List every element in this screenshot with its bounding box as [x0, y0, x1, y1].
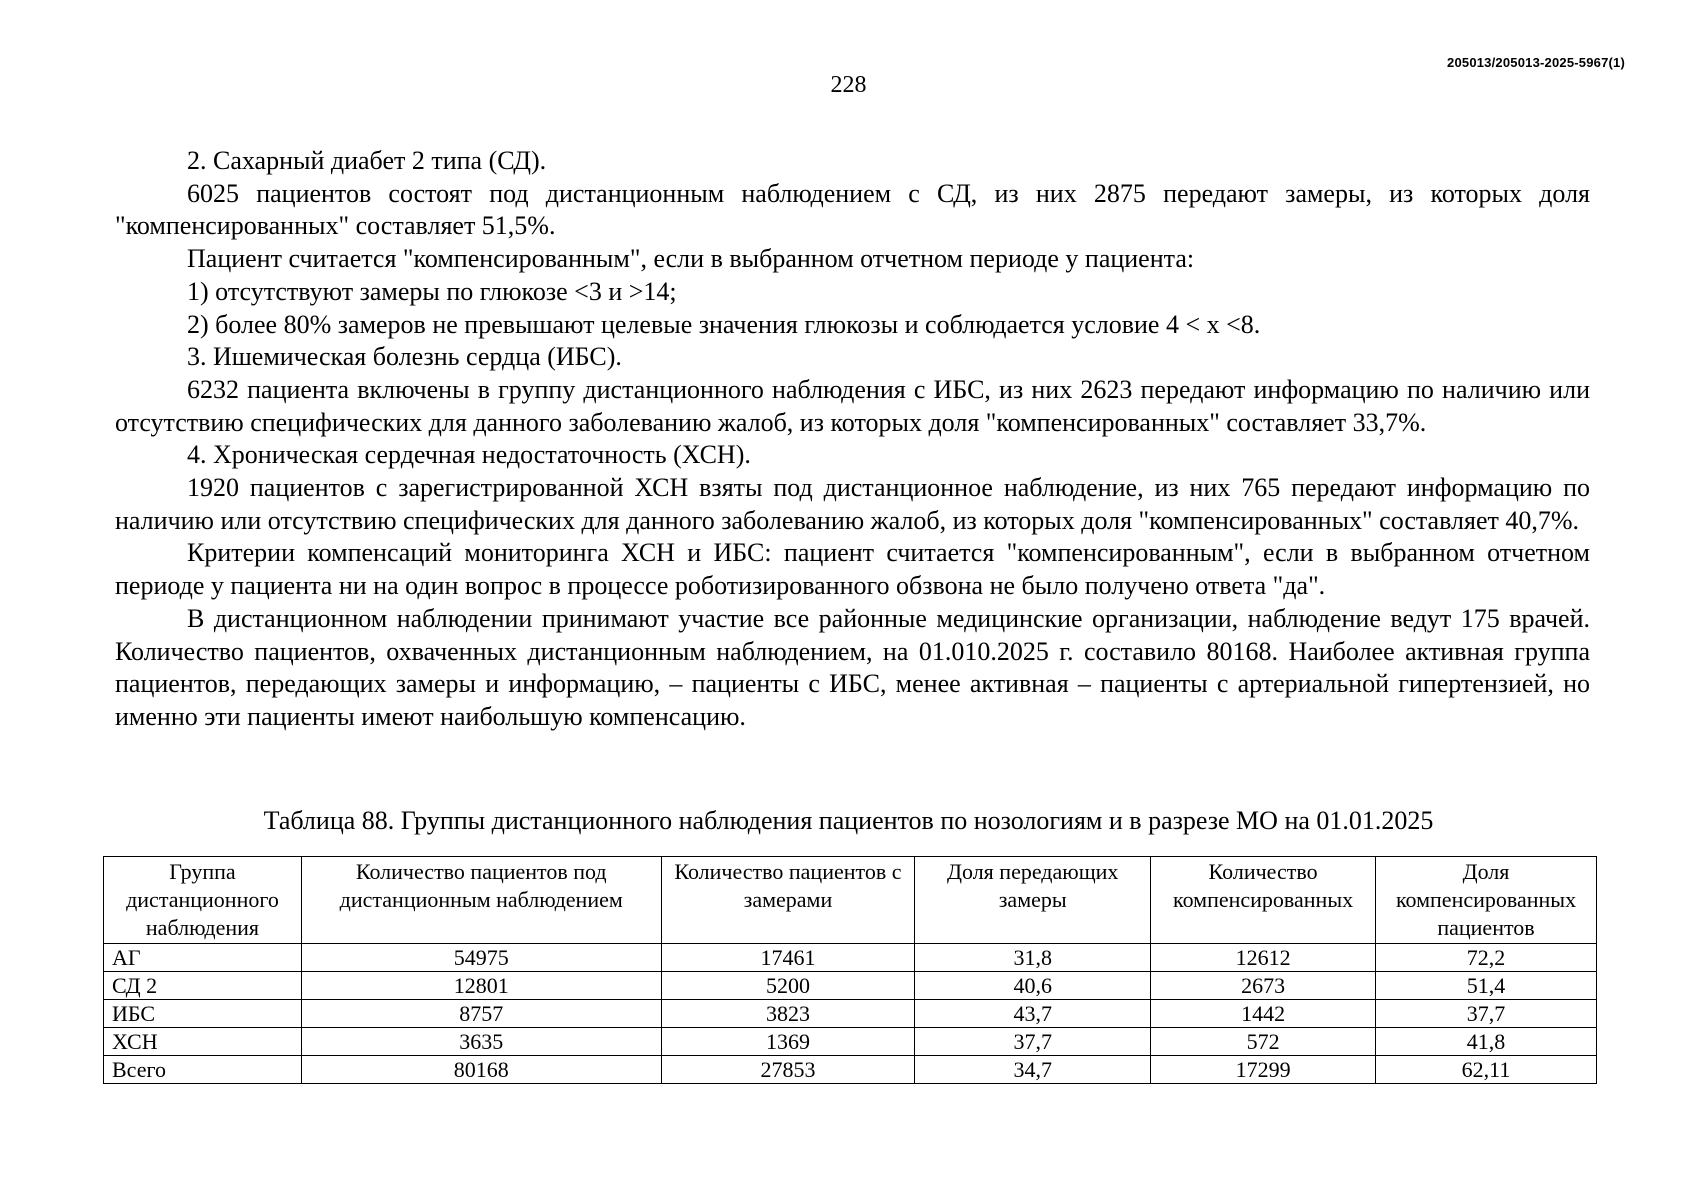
header-group: Группа дистанционного наблюдения — [104, 857, 302, 944]
header-patients-with-measurements: Количество пациентов с замерами — [661, 857, 915, 944]
cell-compensated-count: 572 — [1151, 1028, 1376, 1056]
table-caption: Таблица 88. Группы дистанционного наблюдения пациентов по нозологиям и в разрезе МО на 01.01.2025 — [263, 806, 1434, 835]
header-patients-total: Количество пациентов под дистанционным наблюдением — [301, 857, 661, 944]
header-compensated-share: Доля компенсированных пациентов — [1376, 857, 1597, 944]
cell-compensated-count: 17299 — [1151, 1056, 1376, 1084]
header-compensated-count: Количество компенсированных — [1151, 857, 1376, 944]
cell-share-transmitting: 43,7 — [915, 1000, 1151, 1028]
section-heading-diabetes: 2. Сахарный диабет 2 типа (СД). — [187, 146, 547, 175]
data-table — [103, 856, 1597, 1084]
cell-patients-with-measurements: 5200 — [661, 972, 915, 1000]
paragraph-hsn-stats: 1920 пациентов с зарегистрированной ХСН взяты под дистанционное наблюдение, из них 765 передают информацию по наличию или отсутствию специфических для данного заболеванию жалоб, из которых доля "компенсированных" составляет 40,7%. — [115, 473, 1590, 535]
paragraph-ibs-stats: 6232 пациента включены в группу дистанционного наблюдения с ИБС, из них 2623 передают информацию по наличию или отсутствию специфических для данного заболеванию жалоб, из которых доля "компенсированных" составляет 33,7%. — [115, 374, 1590, 437]
table-header-row — [104, 857, 1597, 944]
cell-share-transmitting: 34,7 — [915, 1056, 1151, 1084]
cell-patients-with-measurements: 3823 — [661, 1000, 915, 1028]
table-row — [104, 1028, 1597, 1056]
cell-compensated-share: 62,11 — [1376, 1056, 1597, 1084]
paragraph-summary: В дистанционном наблюдении принимают участие все районные медицинские организации, наблюдение ведут 175 врачей. Количество пациентов, охваченных дистанционным наблюдением, на 01.010.2025 г. составило 80168. Наиболее активная группа пациентов, передающих замеры и информацию, – пациенты с ИБС, менее активная – пациенты с артериальной гипертензией, но именно эти пациенты имеют наибольшую компенсацию. — [115, 603, 1590, 731]
cell-patients-with-measurements: 17461 — [661, 944, 915, 972]
cell-share-transmitting: 37,7 — [915, 1028, 1151, 1056]
cell-compensated-count: 12612 — [1151, 944, 1376, 972]
section-heading-hsn: 4. Хроническая сердечная недостаточность (ХСН). — [187, 440, 751, 470]
cell-patients-with-measurements: 27853 — [661, 1056, 915, 1084]
table-row — [104, 972, 1597, 1000]
cell-patients-total: 54975 — [301, 944, 661, 972]
cell-patients-total: 80168 — [301, 1056, 661, 1084]
row-label: Всего — [104, 1056, 302, 1084]
row-label: АГ — [104, 944, 302, 972]
cell-compensated-share: 37,7 — [1376, 1000, 1597, 1028]
cell-compensated-share: 72,2 — [1376, 944, 1597, 972]
table-row — [104, 944, 1597, 972]
table-total-row — [104, 1056, 1597, 1084]
criterion-2: 2) более 80% замеров не превышают целевые значения глюкозы и соблюдается условие 4 < x <8. — [187, 309, 1261, 339]
document-id: 205013/205013-2025-5967(1) — [1447, 55, 1625, 70]
cell-patients-total: 3635 — [301, 1028, 661, 1056]
row-label: ХСН — [104, 1028, 302, 1056]
cell-compensated-share: 41,8 — [1376, 1028, 1597, 1056]
cell-patients-total: 8757 — [301, 1000, 661, 1028]
criterion-1: 1) отсутствуют замеры по глюкозе <3 и >14; — [187, 276, 677, 306]
table-row — [104, 1000, 1597, 1028]
cell-patients-total: 12801 — [301, 972, 661, 1000]
cell-share-transmitting: 31,8 — [915, 944, 1151, 972]
section-heading-ibs: 3. Ишемическая болезнь сердца (ИБС). — [187, 342, 622, 372]
row-label: СД 2 — [104, 972, 302, 1000]
paragraph-diabetes-stats: 6025 пациентов состоят под дистанционным наблюдением с СД, из них 2875 передают замеры, из которых доля "компенсированных" составляет 51,5%. — [115, 178, 1590, 241]
page-number: 228 — [830, 72, 867, 98]
cell-compensated-count: 2673 — [1151, 972, 1376, 1000]
paragraph-compensation-criteria: Критерии компенсаций мониторинга ХСН и ИБС: пациент считается "компенсированным", если в выбранном отчетном периоде у пациента ни на один вопрос в процессе роботизированного обзвона не было получено ответа "да". — [115, 538, 1590, 601]
header-share-transmitting: Доля передающих замеры — [915, 857, 1151, 944]
paragraph-compensated-definition: Пациент считается "компенсированным", если в выбранном отчетном периоде у пациента: — [187, 244, 1195, 274]
cell-share-transmitting: 40,6 — [915, 972, 1151, 1000]
cell-compensated-share: 51,4 — [1376, 972, 1597, 1000]
cell-compensated-count: 1442 — [1151, 1000, 1376, 1028]
cell-patients-with-measurements: 1369 — [661, 1028, 915, 1056]
body-text — [115, 145, 1590, 734]
row-label: ИБС — [104, 1000, 302, 1028]
